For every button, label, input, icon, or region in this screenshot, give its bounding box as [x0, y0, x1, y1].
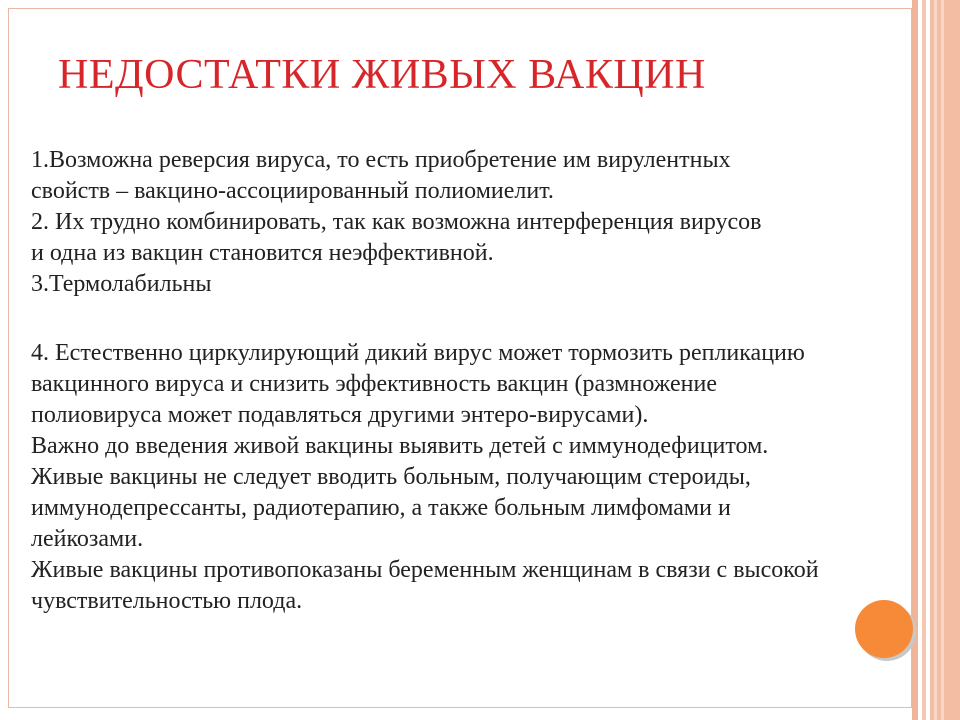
decorative-circle [855, 600, 913, 658]
paragraph-pregnancy: Живые вакцины противопоказаны беременным женщинам в связи с высокой чувствительностью плода. [31, 557, 819, 614]
paragraph-reversion: 1.Возможна реверсия вируса, то есть приобретение им вирулентных свойств – вакцино-ассоциированный полиомиелит. [31, 147, 731, 204]
paragraph-combination: 2. Их трудно комбинировать, так как возможна интерференция вирусов и одна из вакцин становится неэффективной. [31, 209, 762, 266]
content-block-first [31, 145, 771, 300]
stripe [922, 0, 926, 720]
paragraph-immunodeficiency: Важно до введения живой вакцины выявить детей с иммунодефицитом. Живые вакцины не следует вводить больным, получающим стероиды, иммунодепрессанты, радиотерапию, а также больным лимфомами и лейкозами. [31, 433, 769, 552]
stripe [934, 0, 937, 720]
stripe [941, 0, 944, 720]
slide-title: НЕДОСТАТКИ ЖИВЫХ ВАКЦИН [58, 52, 706, 98]
paragraph-wild-virus: 4. Естественно циркулирующий дикий вирус может тормозить репликацию вакцинного вируса и снизить эффективность вакцин (размножение полиовируса может подавляться другими энтеро-вирусами). [31, 340, 805, 428]
content-block-second [31, 338, 821, 617]
paragraph-thermolabile: 3.Термолабильны [31, 271, 212, 297]
decorative-stripes [912, 0, 960, 720]
stripe [912, 0, 918, 720]
